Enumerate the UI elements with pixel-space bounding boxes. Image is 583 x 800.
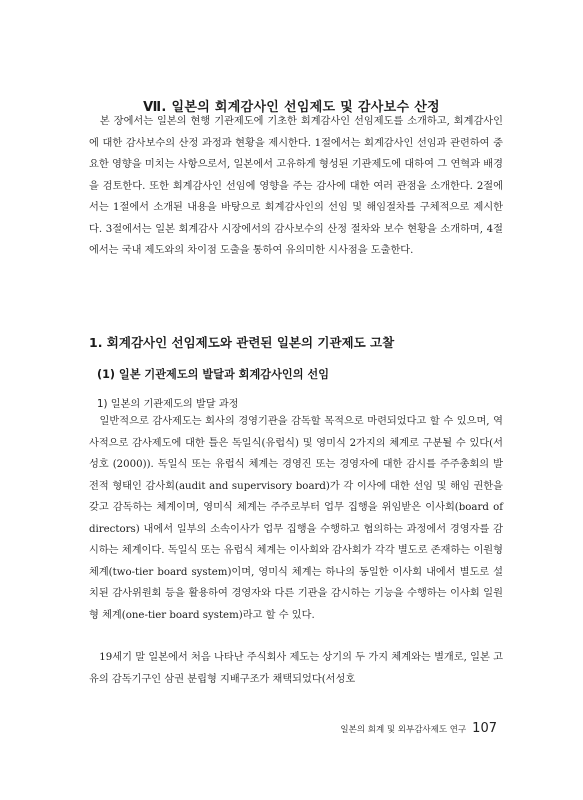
footer-title: 일본의 회계 및 외부감사제도 연구 <box>340 725 467 735</box>
section-heading: 1. 회계감사인 선임제도와 관련된 일본의 기관제도 고찰 <box>89 335 395 350</box>
page-number: 107 <box>472 721 497 736</box>
page-footer <box>340 721 497 736</box>
subsubsection-heading: 1) 일본의 기관제도의 발달 과정 <box>97 399 239 410</box>
body-paragraph-1: 일반적으로 감사제도는 회사의 경영기관을 감독할 목적으로 마련되었다고 할 수 있으며, 역사적으로 감사제도에 대한 틀은 독일식(유럽식) 및 영미식 2가지의 체계로 구분될 수 있다(서성호 (2000)). 독일식 또는 유럽식 체계는 경영진 또는 경영자에 대한 감시를 주주총회의 발전적 형태인 감사회(audit and supervisory board)가 각 이사에 대한 선임 및 해임 권한을 갖고 감독하는 체계이며, 영미식 체계는 주주로부터 업무 집행을 위임받은 이사회(board of directors) 내에서 일부의 소속이사가 업무 집행을 수행하고 협의하는 과정에서 경영자를 감시하는 체계이다. 독일식 또는 유럽식 체계는 이사회와 감사회가 각각 별도로 존재하는 이원형 체계(two-tier board system)이며, 영미식 체계는 하나의 동일한 이사회 내에서 별도로 설치된 감사위원회 등을 활용하여 경영자와 다른 기관을 감시하는 기능을 수행하는 이사회 일원형 체계(one-tier board system)라고 할 수 있다. <box>89 416 503 621</box>
chapter-title: Ⅶ. 일본의 회계감사인 선임제도 및 감사보수 산정 <box>143 100 440 115</box>
subsection-heading: (1) 일본 기관제도의 발달과 회계감사인의 선임 <box>97 368 330 381</box>
body-paragraph-2: 19세기 말 일본에서 처음 나타난 주식회사 제도는 상기의 두 가지 체계와는 별개로, 일본 고유의 감독기구인 삼권 분립형 지배구조가 채택되었다(서성호 <box>89 652 503 685</box>
intro-paragraph: 본 장에서는 일본의 현행 기관제도에 기초한 회계감사인 선임제도를 소개하고, 회계감사인에 대한 감사보수의 산정 과정과 현황을 제시한다. 1절에서는 회계감사인 선임과 관련하여 중요한 영향을 미치는 사항으로서, 일본에서 고유하게 형성된 기관제도에 대하여 그 연혁과 배경을 검토한다. 또한 회계감사인 선임에 영향을 주는 감사에 대한 여러 관점을 소개한다. 2절에서는 1절에서 소개된 내용을 바탕으로 회계감사인의 선임 및 해임절차를 구체적으로 제시한다. 3절에서는 일본 회계감사 시장에서의 감사보수의 산정 절차와 보수 현황을 소개하며, 4절에서는 국내 제도와의 차이점 도출을 통하여 유의미한 시사점을 도출한다. <box>89 116 503 256</box>
